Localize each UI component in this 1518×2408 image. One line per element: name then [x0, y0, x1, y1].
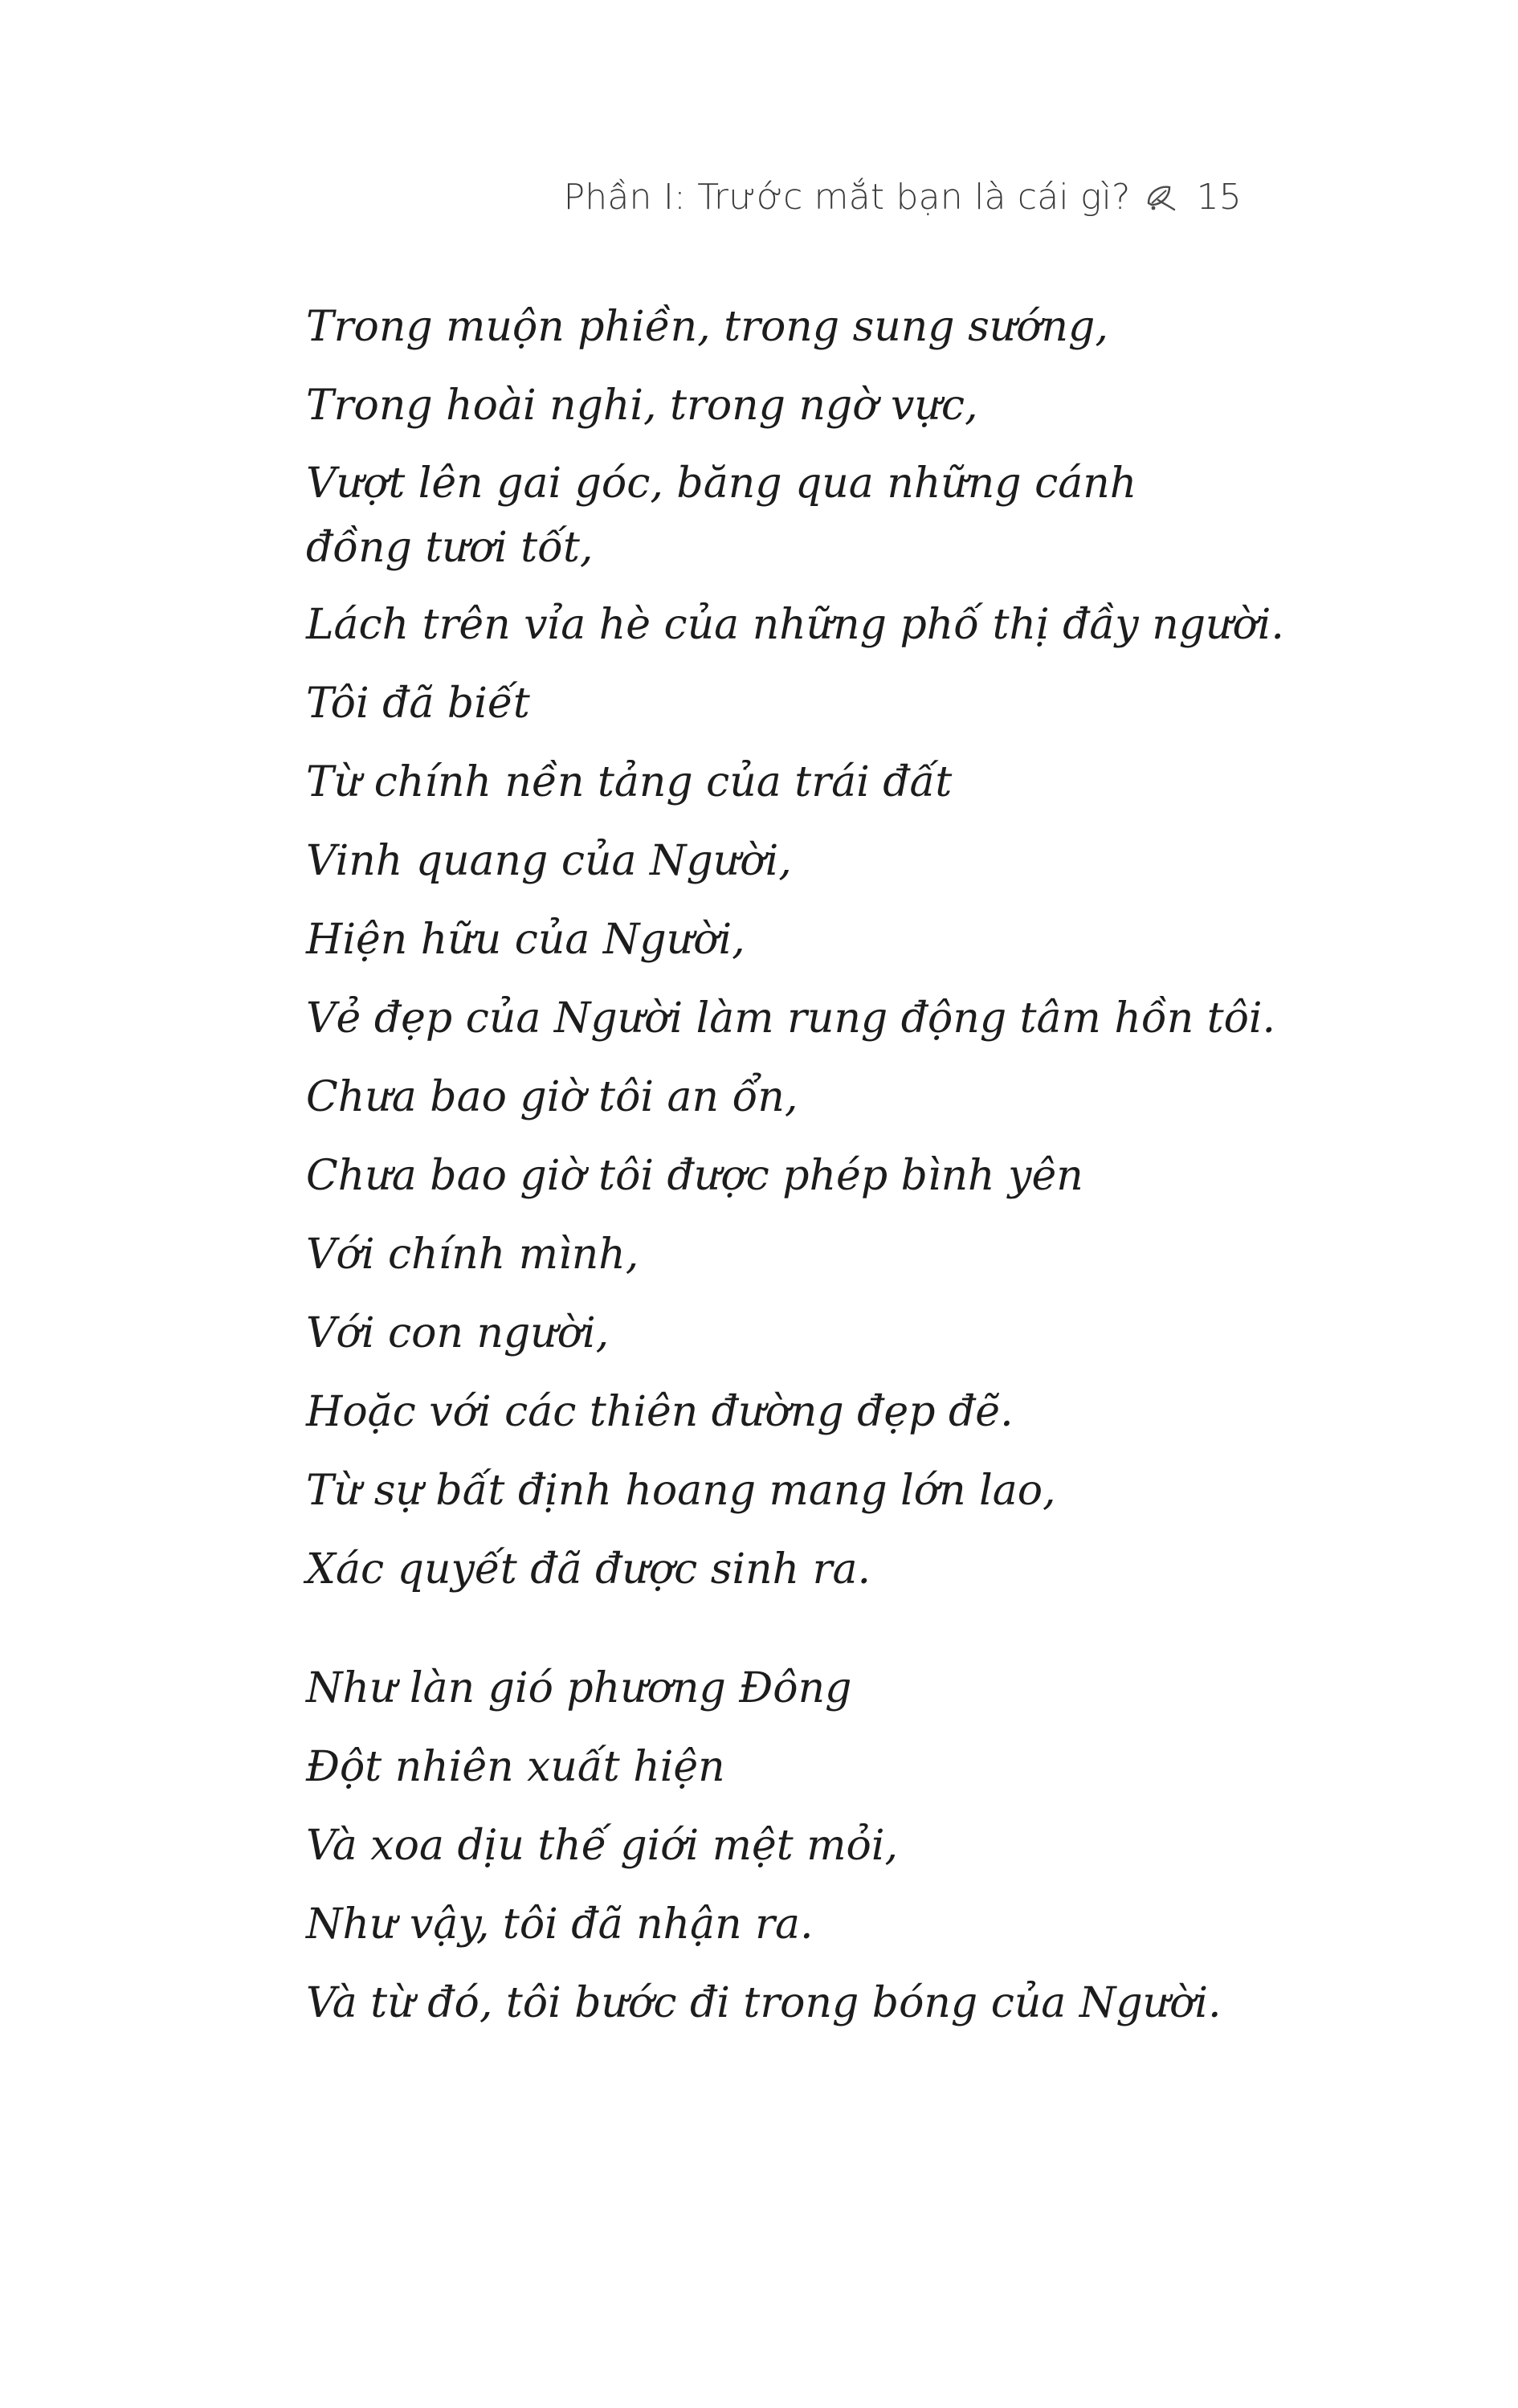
poem-line: Như vậy, tôi đã nhận ra. — [306, 1900, 814, 1949]
poem-line: Xác quyết đã được sinh ra. — [306, 1545, 871, 1594]
poem-line: Và xoa dịu thế giới mệt mỏi, — [306, 1822, 898, 1870]
poem-line: Với con người, — [306, 1309, 610, 1357]
poem-line: Như làn gió phương Đông — [306, 1664, 852, 1712]
poem-line: Tôi đã biết — [306, 680, 530, 728]
poem-line: Hoặc với các thiên đường đẹp đẽ. — [306, 1388, 1014, 1436]
poem-line: Và từ đó, tôi bước đi trong bóng của Người. — [306, 1979, 1222, 2027]
poem-line: Trong muộn phiền, trong sung sướng, — [306, 303, 1108, 351]
poem-line: Với chính mình, — [306, 1231, 639, 1279]
stanza-1 — [306, 294, 1284, 1615]
poem-line: Vượt lên gai góc, băng qua những cánh đồng tươi tốt, — [306, 459, 1137, 572]
poem — [306, 294, 1284, 2049]
stanza-2 — [306, 1655, 1254, 2049]
poem-line: Từ sự bất định hoang mang lớn lao, — [306, 1467, 1056, 1515]
leaf-ornament-icon — [1142, 179, 1179, 216]
poem-line: Chưa bao giờ tôi được phép bình yên — [306, 1152, 1083, 1200]
poem-line: Lách trên vỉa hè của những phố thị đầy người. — [306, 601, 1284, 649]
poem-line: Hiện hữu của Người, — [306, 916, 745, 964]
running-title: Phần I: Trước mắt bạn là cái gì? — [563, 177, 1131, 218]
poem-line: Vinh quang của Người, — [306, 837, 792, 885]
poem-line: Trong hoài nghi, trong ngờ vực, — [306, 382, 978, 430]
running-header — [564, 177, 1242, 218]
poem-line: Từ chính nền tảng của trái đất — [306, 758, 953, 806]
poem-line: Vẻ đẹp của Người làm rung động tâm hồn tôi. — [306, 994, 1276, 1043]
poem-line: Chưa bao giờ tôi an ổn, — [306, 1073, 798, 1121]
page-number: 15 — [1196, 177, 1242, 218]
poem-line: Đột nhiên xuất hiện — [306, 1743, 725, 1791]
